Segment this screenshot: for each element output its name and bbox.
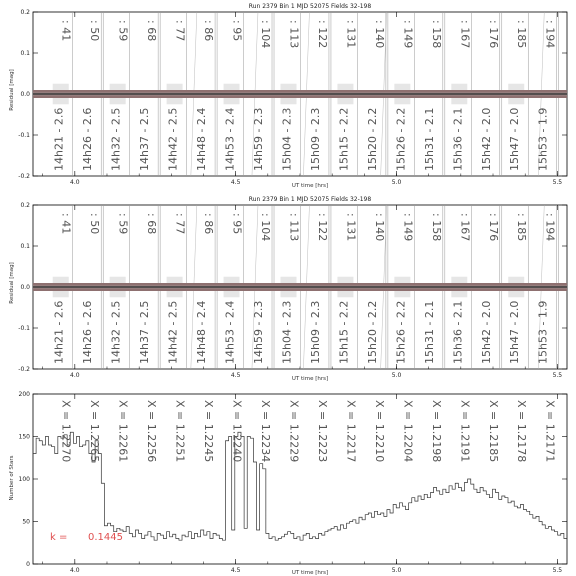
x-tick-label: 4.0 [70,567,80,574]
field-number-label: : 185 [515,20,529,49]
y-axis-label-bottom: Number of Stars [9,455,15,501]
y-tick-label: 0.0 [20,91,30,98]
seeing-time-label: 15h47 - 2.0 [508,107,522,171]
seeing-time-label: 15h09 - 2.3 [308,107,322,171]
field-number-label: : 167 [458,213,472,242]
residual-panel-top [9,3,567,189]
residual-panel-middle [9,196,567,382]
y-tick-label: -0.1 [18,325,30,332]
y-tick-label: 0.0 [20,284,30,291]
x-tick-label: 4.5 [230,179,241,186]
x-tick-label: 4.0 [70,179,80,186]
field-number-label: : 140 [372,213,386,242]
field-number-label: : 131 [344,20,358,49]
field-number-label: : 41 [59,20,73,42]
y-tick-label: -0.2 [18,366,30,373]
airmass-label: X = 1.2198 [429,400,443,463]
field-number-label: : 194 [543,20,557,49]
seeing-time-label: 15h26 - 2.2 [394,107,408,171]
airmass-label: X = 1.2185 [486,400,500,463]
field-number-label: : 95 [230,213,244,235]
airmass-label: X = 1.2240 [230,400,244,463]
field-number-label: : 95 [230,20,244,42]
seeing-time-label: 15h09 - 2.3 [308,300,322,364]
airmass-label: X = 1.2223 [315,400,329,463]
x-axis-label-top: UT time [hrs] [291,183,329,189]
airmass-label: X = 1.2261 [116,400,130,463]
y-tick-label: 200 [18,391,30,398]
seeing-time-label: 15h31 - 2.1 [422,107,436,171]
seeing-time-label: 14h48 - 2.4 [195,107,209,171]
seeing-time-label: 15h20 - 2.2 [365,107,379,171]
airmass-label: X = 1.2234 [259,400,273,463]
field-number-label: : 77 [173,213,187,235]
y-axis-label-middle: Residual [mag] [9,262,15,304]
field-number-label: : 194 [543,213,557,242]
seeing-time-label: 14h48 - 2.4 [195,300,209,364]
seeing-time-label: 14h32 - 2.5 [109,107,123,171]
field-number-label: : 185 [515,213,529,242]
seeing-time-label: 14h21 - 2.6 [52,300,66,364]
field-number-label: : 50 [88,20,102,42]
k-label: k = [50,532,68,543]
seeing-time-label: 15h15 - 2.2 [337,300,351,364]
airmass-label: X = 1.2251 [173,400,187,463]
field-number-label: : 86 [202,213,216,235]
field-number-label: : 104 [259,20,273,49]
seeing-time-label: 14h26 - 2.6 [81,300,95,364]
seeing-time-label: 15h42 - 2.0 [479,300,493,364]
y-tick-label: 0.1 [20,243,30,250]
field-number-label: : 113 [287,213,301,242]
field-number-label: : 158 [429,213,443,242]
x-tick-label: 5.5 [552,179,563,186]
airmass-label: X = 1.2217 [344,400,358,463]
y-tick-label: 100 [18,476,30,483]
seeing-time-label: 15h36 - 2.1 [451,300,465,364]
airmass-label: X = 1.2270 [59,400,73,463]
seeing-time-label: 14h59 - 2.3 [252,300,266,364]
field-number-label: : 68 [145,20,159,42]
field-number-label: : 149 [401,213,415,242]
seeing-time-label: 14h53 - 2.4 [223,300,237,364]
y-tick-label: -0.1 [18,132,30,139]
field-number-label: : 149 [401,20,415,49]
x-axis-label-middle: UT time [hrs] [291,376,329,382]
k-value: 0.1445 [88,532,123,543]
x-tick-label: 4.0 [70,372,80,379]
seeing-time-label: 14h37 - 2.5 [138,107,152,171]
field-number-label: : 131 [344,213,358,242]
airmass-label: X = 1.2210 [372,400,386,463]
field-number-label: : 50 [88,213,102,235]
field-number-label: : 113 [287,20,301,49]
airmass-label: X = 1.2204 [401,400,415,463]
airmass-label: X = 1.2245 [202,400,216,463]
seeing-time-label: 15h31 - 2.1 [422,300,436,364]
airmass-label: X = 1.2171 [543,400,557,463]
x-axis-label-bottom: UT time [hrs] [291,570,329,576]
x-tick-label: 5.0 [391,567,402,574]
field-number-label: : 122 [315,20,329,49]
field-number-label: : 176 [486,20,500,49]
seeing-time-label: 15h36 - 2.1 [451,107,465,171]
field-number-label: : 41 [59,213,73,235]
seeing-time-label: 15h53 - 1.9 [536,107,550,171]
x-tick-label: 5.5 [552,567,563,574]
y-tick-label: 0.2 [20,9,30,16]
panel-title-top: Run 2379 Bin 1 MJD 52075 Fields 32-198 [248,3,372,10]
seeing-time-label: 14h42 - 2.5 [166,107,180,171]
field-number-label: : 59 [116,20,130,42]
star-count-panel [9,391,567,576]
airmass-label: X = 1.2265 [88,400,102,463]
panel-title-middle: Run 2379 Bin 1 MJD 52075 Fields 32-198 [248,196,372,203]
field-number-label: : 158 [429,20,443,49]
field-number-label: : 68 [145,213,159,235]
x-tick-label: 4.5 [230,372,241,379]
y-tick-label: 0 [26,561,30,568]
seeing-time-label: 14h21 - 2.6 [52,107,66,171]
field-number-label: : 77 [173,20,187,42]
seeing-time-label: 15h42 - 2.0 [479,107,493,171]
seeing-time-label: 15h15 - 2.2 [337,107,351,171]
seeing-time-label: 15h04 - 2.3 [280,300,294,364]
seeing-time-label: 14h42 - 2.5 [166,300,180,364]
seeing-time-label: 14h32 - 2.5 [109,300,123,364]
field-number-label: : 167 [458,20,472,49]
field-number-label: : 122 [315,213,329,242]
airmass-label: X = 1.2229 [287,400,301,463]
y-tick-label: 0.2 [20,202,30,209]
x-tick-label: 4.5 [230,567,241,574]
y-tick-label: 50 [22,518,30,526]
airmass-label: X = 1.2178 [515,400,529,463]
field-number-label: : 176 [486,213,500,242]
y-axis-label-top: Residual [mag] [9,69,15,111]
seeing-time-label: 14h26 - 2.6 [81,107,95,171]
x-tick-label: 5.0 [391,179,402,186]
field-number-label: : 140 [372,20,386,49]
y-tick-label: 150 [18,433,30,441]
y-tick-label: -0.2 [18,173,30,180]
y-tick-label: 0.1 [20,50,30,57]
x-tick-label: 5.5 [552,372,563,379]
seeing-time-label: 15h26 - 2.2 [394,300,408,364]
seeing-time-label: 14h59 - 2.3 [252,107,266,171]
field-number-label: : 86 [202,20,216,42]
field-number-label: : 59 [116,213,130,235]
airmass-label: X = 1.2256 [145,400,159,463]
seeing-time-label: 15h20 - 2.2 [365,300,379,364]
seeing-time-label: 15h47 - 2.0 [508,300,522,364]
seeing-time-label: 15h04 - 2.3 [280,107,294,171]
seeing-time-label: 14h37 - 2.5 [138,300,152,364]
seeing-time-label: 14h53 - 2.4 [223,107,237,171]
seeing-time-label: 15h53 - 1.9 [536,300,550,364]
field-number-label: : 104 [259,213,273,242]
airmass-label: X = 1.2191 [458,400,472,463]
x-tick-label: 5.0 [391,372,402,379]
